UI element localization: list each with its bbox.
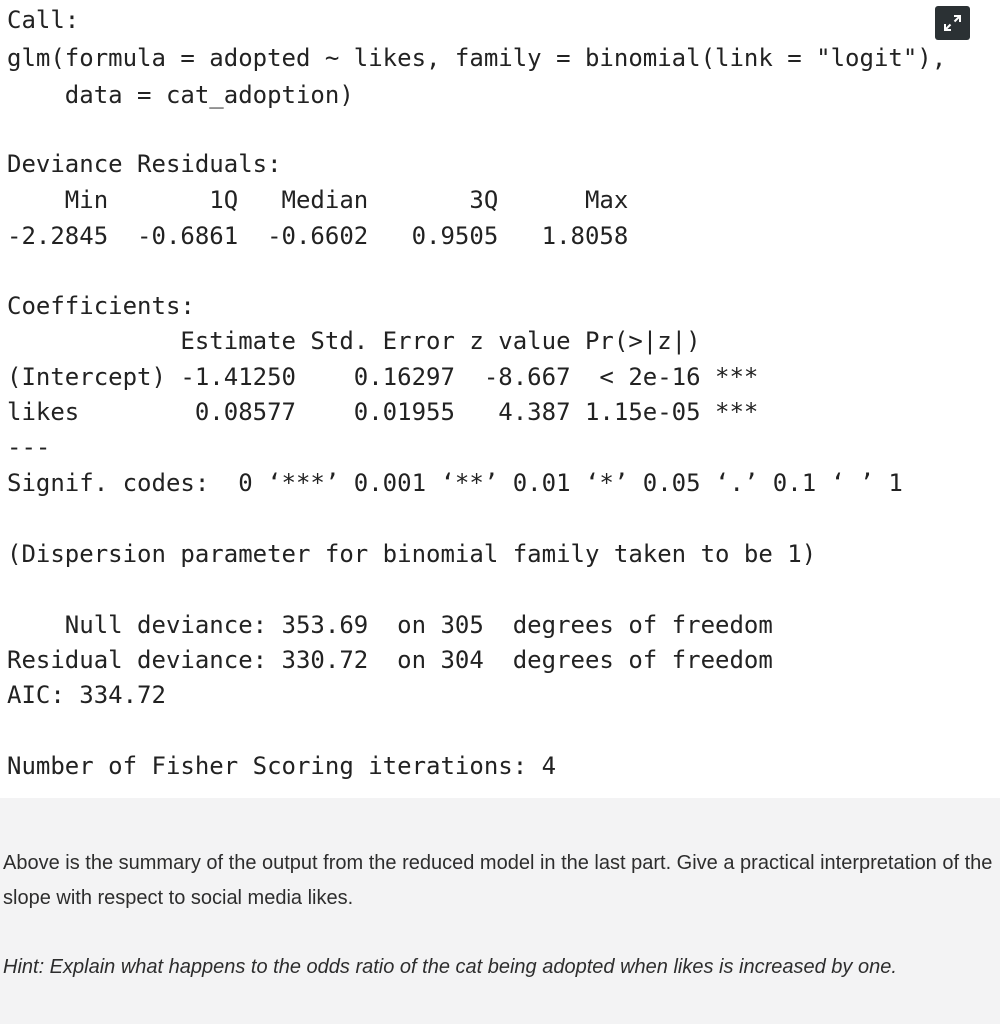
residuals-header-row: Min 1Q Median 3Q Max <box>7 186 629 214</box>
hint-text: Hint: Explain what happens to the odds ratio of the cat being adopted when likes is increased by one. <box>3 956 897 978</box>
call-formula-line: glm(formula = adopted ~ likes, family = binomial(link = "logit"), <box>7 44 947 72</box>
aic-line: AIC: 334.72 <box>7 681 166 709</box>
question-text: Above is the summary of the output from the reduced model in the last part. Give a practical interpretation of the slope with respect to social media likes. <box>3 852 993 909</box>
coefficients-header-row: Estimate Std. Error z value Pr(>|z|) <box>7 327 701 355</box>
signif-codes-line: Signif. codes: 0 ‘***’ 0.001 ‘**’ 0.01 ‘*’ 0.05 ‘.’ 0.1 ‘ ’ 1 <box>7 469 903 497</box>
deviance-residuals-label: Deviance Residuals: <box>7 150 282 178</box>
separator-line: --- <box>7 433 51 461</box>
null-deviance-line: Null deviance: 353.69 on 305 degrees of freedom <box>7 611 773 639</box>
residuals-values-row: -2.2845 -0.6861 -0.6602 0.9505 1.8058 <box>7 222 629 250</box>
call-label: Call: <box>7 6 80 34</box>
residual-deviance-line: Residual deviance: 330.72 on 304 degrees of freedom <box>7 646 773 674</box>
likes-row: likes 0.08577 0.01955 4.387 1.15e-05 *** <box>7 398 759 426</box>
intercept-row: (Intercept) -1.41250 0.16297 -8.667 < 2e-16 *** <box>7 363 759 391</box>
expand-button[interactable] <box>935 6 970 40</box>
fisher-iterations-line: Number of Fisher Scoring iterations: 4 <box>7 752 557 780</box>
call-data-line: data = cat_adoption) <box>7 81 354 109</box>
dispersion-line: (Dispersion parameter for binomial family taken to be 1) <box>7 540 817 568</box>
coefficients-label: Coefficients: <box>7 292 195 320</box>
expand-arrows-icon <box>942 13 963 33</box>
